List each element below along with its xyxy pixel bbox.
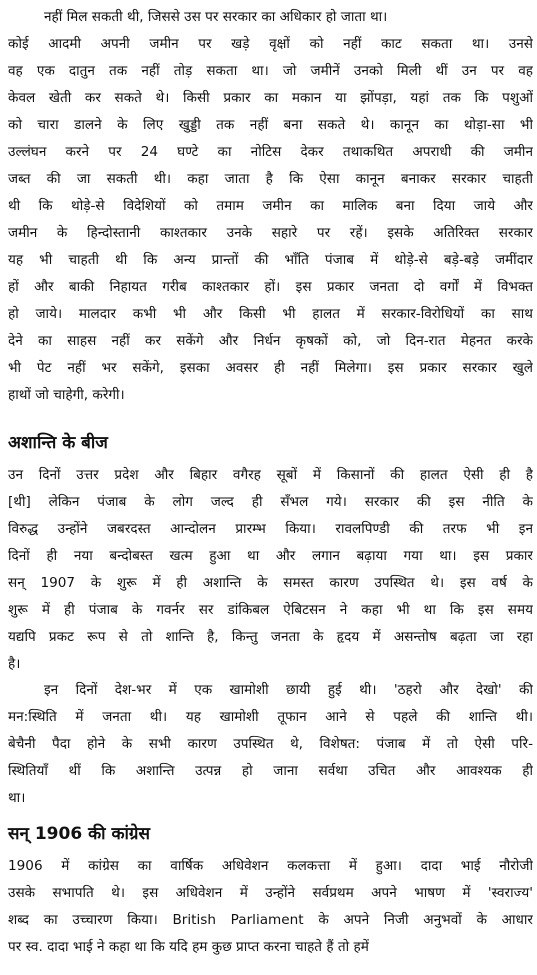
text-line: बेचैनी पैदा होने के सभी कारण उपस्थित थे, विशेषत: पंजाब में तो ऐसी परि- xyxy=(8,736,533,752)
text-line: है। xyxy=(8,656,21,672)
text-line: कोई आदमी अपनी जमीन पर खड़े वृक्षों को नहीं काट सकता था। उनसे xyxy=(8,36,533,52)
text-line: शुरू में ही पंजाब के गवर्नर सर डांकिबल ऐबिटसन ने कहा भी था कि इस समय xyxy=(8,602,533,618)
text-line: दिनों ही नया बन्दोबस्त खत्म हुआ था और लगान बढ़ाया गया था। इस प्रकार xyxy=(8,548,533,564)
section-heading: सन् 1906 की कांग्रेस xyxy=(8,824,150,844)
text-line: केवल खेती कर सकते थे। किसी प्रकार का मकान या झोंपड़ा, यहां तक कि पशुओं xyxy=(8,90,533,106)
text-line: विरुद्ध उन्होंने जबरदस्त आन्दोलन प्रारम्भ किया। रावलपिण्डी की तरफ भी इन xyxy=(8,521,533,537)
text-line: यह भी चाहती थी कि अन्य प्रान्तों की भाँति पंजाब में थोड़े-से बड़े-बड़े जमींदार xyxy=(8,252,533,268)
text-line: भी पेट नहीं भर सकेंगे, इसका अवसर ही नहीं मिलेगा। इस प्रकार सरकार खुले xyxy=(8,360,533,376)
text-line: था। xyxy=(8,790,26,806)
text-line: [थी] लेकिन पंजाब के लोग जल्द ही सँभल गये। सरकार की इस नीति के xyxy=(8,494,533,510)
text-line: नहीं मिल सकती थी, जिससे उस पर सरकार का अधिकार हो जाता था। xyxy=(44,9,388,25)
text-line: जमीन के हिन्दोस्तानी काश्तकार उनके सहारे पर रहें। इसके अतिरिक्त सरकार xyxy=(8,225,533,241)
text-line: हों और बाकी निहायत गरीब काश्तकार हों। इस प्रकार जनता दो वर्गों में विभक्त xyxy=(8,279,533,295)
text-line: इन दिनों देश-भर में एक खामोशी छायी हुई थी। 'ठहरो और देखो' की xyxy=(44,682,533,698)
text-line: मन:स्थिति में जनता थी। यह खामोशी तूफान आने से पहले की शान्ति थी। xyxy=(8,709,533,725)
text-line: उन दिनों उत्तर प्रदेश और बिहार वगैरह सूबों में किसानों की हालत ऐसी ही है xyxy=(8,467,533,483)
text-line: उल्लंघन करने पर 24 घण्टे का नोटिस देकर तथाकथित अपराधी की जमीन xyxy=(8,144,533,160)
text-line: जब्त की जा सकती थी। कहा जाता है कि ऐसा कानून बनाकर सरकार चाहती xyxy=(8,171,533,187)
text-line: देने का साहस नहीं कर सकेंगे और निर्धन कृषकों को, जो दिन-रात मेहनत करके xyxy=(8,333,533,349)
text-line: शब्द का उच्चारण किया। British Parliament के अपने निजी अनुभवों के आधार xyxy=(8,912,533,928)
text-line: को चारा डालने के लिए खुड्डी तक नहीं बना सकते थे। कानून का थोड़ा-सा भी xyxy=(8,117,533,133)
text-line: पर स्व. दादा भाई ने कहा था कि यदि हम कुछ प्राप्त करना चाहते हैं तो हमें xyxy=(8,939,369,955)
text-line: हो जाये। मालदार कभी भी और किसी भी हालत में सरकार-विरोधियों का साथ xyxy=(8,306,533,322)
text-line: यद्यपि प्रकट रूप से तो शान्ति है, किन्तु जनता के हृदय में असन्तोष बढ़ता जा रहा xyxy=(8,629,533,645)
section-heading: अशान्ति के बीज xyxy=(8,433,108,453)
text-line: स्थितियाँ थीं कि अशान्ति उत्पन्न हो जाना सर्वथा उचित और आवश्यक ही xyxy=(8,763,533,779)
text-line: 1906 में कांग्रेस का वार्षिक अधिवेशन कलकत्ता में हुआ। दादा भाई नौरोजी xyxy=(8,858,533,874)
text-line: उसके सभापति थे। इस अधिवेशन में उन्होंने सर्वप्रथम अपने भाषण में 'स्वराज्य' xyxy=(8,885,533,901)
text-line: सन् 1907 के शुरू में ही अशान्ति के समस्त कारण उपस्थित थे। इस वर्ष के xyxy=(8,575,533,591)
text-line: हाथों जो चाहेगी, करेगी। xyxy=(8,387,125,403)
text-line: वह एक दातुन तक नहीं तोड़ सकता था। जो जमीनें उनको मिली थीं उन पर वह xyxy=(8,63,533,79)
text-line: थी कि थोड़े-से विदेशियों को तमाम जमीन का मालिक बना दिया जाये और xyxy=(8,198,533,214)
